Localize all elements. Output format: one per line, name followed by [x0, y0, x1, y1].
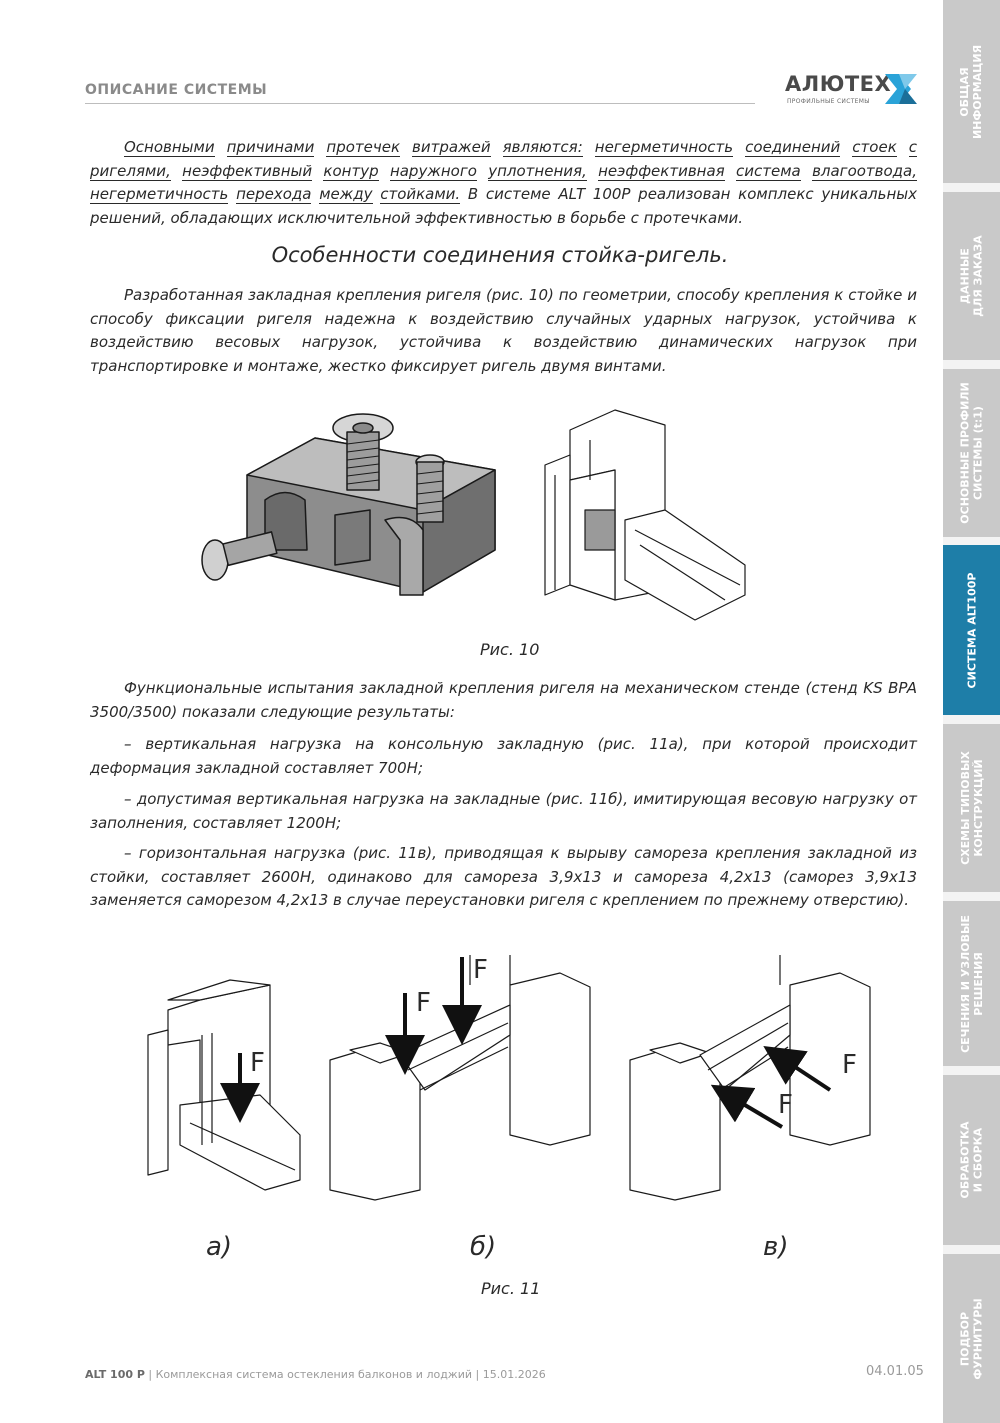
tab-label: ОБЩАЯ	[958, 66, 972, 117]
list-item	[90, 788, 917, 835]
tab-label: ДЛЯ ЗАКАЗА	[971, 235, 985, 317]
underlined-word: стойками.	[380, 185, 461, 203]
logo-subtitle: ПРОФИЛЬНЫЕ СИСТЕМЫ	[787, 98, 870, 105]
paragraph-3-text: Функциональные испытания закладной крепления ригеля на механическом стенде (стенд KS BPA 3500/3500) показали следующие результаты:	[90, 679, 917, 721]
tab-label: ПОДБОР	[958, 1311, 972, 1366]
sidebar-tab-general-info[interactable]	[943, 0, 1000, 183]
figure-10-caption: Рис. 10	[480, 640, 540, 659]
force-label: F	[842, 1050, 857, 1080]
force-label: F	[473, 955, 488, 985]
tab-label: СИСТЕМЫ (t:1)	[971, 406, 985, 500]
sidebar-tab-order-data[interactable]	[943, 192, 1000, 360]
underlined-word: Основными	[124, 138, 215, 156]
paragraph-2	[90, 284, 917, 378]
logo-mark-icon	[883, 72, 921, 106]
underlined-word: стоек	[852, 138, 897, 156]
sidebar-tab-typical-schemes[interactable]	[943, 724, 1000, 892]
underlined-word: негерметичность	[594, 138, 734, 156]
tab-label: КОНСТРУКЦИЙ	[971, 759, 985, 857]
underlined-word: между	[319, 185, 373, 203]
list-item	[90, 733, 917, 780]
list-item-text: – допустимая вертикальная нагрузка на закладные (рис. 11б), имитирующая весовую нагрузку от заполнения, составляет 1200Н;	[90, 790, 917, 832]
tab-label: СХЕМЫ ТИПОВЫХ	[958, 751, 972, 865]
figure-11a-label: а)	[206, 1232, 233, 1262]
logo-name: АЛЮТЕХ	[785, 72, 892, 96]
force-label: F	[778, 1090, 793, 1120]
figure-11-caption: Рис. 11	[481, 1279, 541, 1298]
figure-10-illustration	[195, 400, 765, 630]
tab-label: ИНФОРМАЦИЯ	[971, 44, 985, 139]
footer	[85, 1368, 546, 1381]
underlined-word: контур	[323, 161, 379, 180]
sidebar-tab-main-profiles[interactable]	[943, 369, 1000, 537]
figure-11b-label: б)	[470, 1232, 497, 1262]
underlined-word: являются:	[502, 138, 583, 156]
list-item-text: – вертикальная нагрузка на консольную закладную (рис. 11а), при которой происходит деформация закладной составляет 700Н;	[90, 735, 917, 777]
underlined-word: с	[908, 138, 918, 156]
tab-label: ОСНОВНЫЕ ПРОФИЛИ	[958, 382, 972, 524]
underlined-word: неэффективная	[598, 161, 725, 180]
underlined-word: протечек	[326, 138, 401, 156]
list-item-text: – горизонтальная нагрузка (рис. 11в), приводящая к вырыву самореза крепления закладной из стойки, составляет 2600Н, одинаково для самореза 3,9х13 и самореза 4,2х13 (саморез 3,9х13 заменяется саморезом 4,2х13 в случае переустановки ригеля с креплением по прежнему отверстию).	[90, 844, 917, 909]
underlined-word: перехода	[236, 185, 312, 203]
figure-11c-label: в)	[763, 1232, 789, 1262]
underlined-word: причинами	[226, 138, 315, 156]
list-item	[90, 842, 917, 913]
force-label: F	[416, 988, 431, 1018]
underlined-word: соединений	[745, 138, 841, 156]
tab-label: СИСТЕМА ALT100P	[965, 572, 979, 688]
tab-label: ОБРАБОТКА	[958, 1121, 972, 1199]
underlined-word: ригелями,	[90, 161, 171, 180]
underlined-word: влагоотвода,	[812, 161, 918, 180]
tab-label: ФУРНИТУРЫ	[971, 1297, 985, 1380]
tab-label: И СБОРКА	[971, 1127, 985, 1193]
header-divider	[85, 103, 755, 104]
brand-logo	[785, 72, 925, 112]
intro-paragraph	[90, 136, 917, 230]
force-label: F	[250, 1048, 265, 1078]
underlined-word: витражей	[412, 138, 491, 156]
footer-brand: ALT 100 P	[85, 1368, 145, 1381]
underlined-word: негерметичность	[90, 185, 229, 203]
section-heading: Особенности соединения стойка-ригель.	[271, 243, 729, 267]
page-number: 04.01.05	[866, 1364, 924, 1379]
underlined-word: система	[736, 161, 801, 180]
footer-text: | Комплексная система остекления балконов и лоджий | 15.01.2026	[144, 1368, 546, 1381]
sidebar-tab-sections[interactable]	[943, 901, 1000, 1066]
sidebar-tab-processing[interactable]	[943, 1075, 1000, 1245]
paragraph-2-text: Разработанная закладная крепления ригеля (рис. 10) по геометрии, способу крепления к стойке и способу фиксации ригеля надежна к воздействию случайных ударных нагрузок, устойчива к воздействию весовых нагрузок, устойчива к воздействию динамических нагрузок при транспортировке и монтаже, жестко фиксирует ригель двумя винтами.	[90, 286, 917, 375]
sidebar-tab-hardware[interactable]	[943, 1254, 1000, 1423]
underlined-word: неэффективный	[182, 161, 313, 180]
tab-label: ДАННЫЕ	[958, 248, 972, 304]
sidebar-tab-system-alt100p[interactable]	[943, 545, 1000, 715]
section-title: ОПИСАНИЕ СИСТЕМЫ	[85, 82, 268, 98]
tab-label: РЕШЕНИЯ	[971, 951, 985, 1016]
underlined-word: уплотнения,	[488, 161, 587, 180]
tab-label: СЕЧЕНИЯ И УЗЛОВЫЕ	[958, 914, 972, 1053]
intro-rest: В системе ALT 100P реализован комплекс уникальных решений, обладающих исключительной эффективностью в борьбе с протечками.	[90, 185, 917, 227]
underlined-word: наружного	[389, 161, 477, 180]
paragraph-3	[90, 677, 917, 724]
